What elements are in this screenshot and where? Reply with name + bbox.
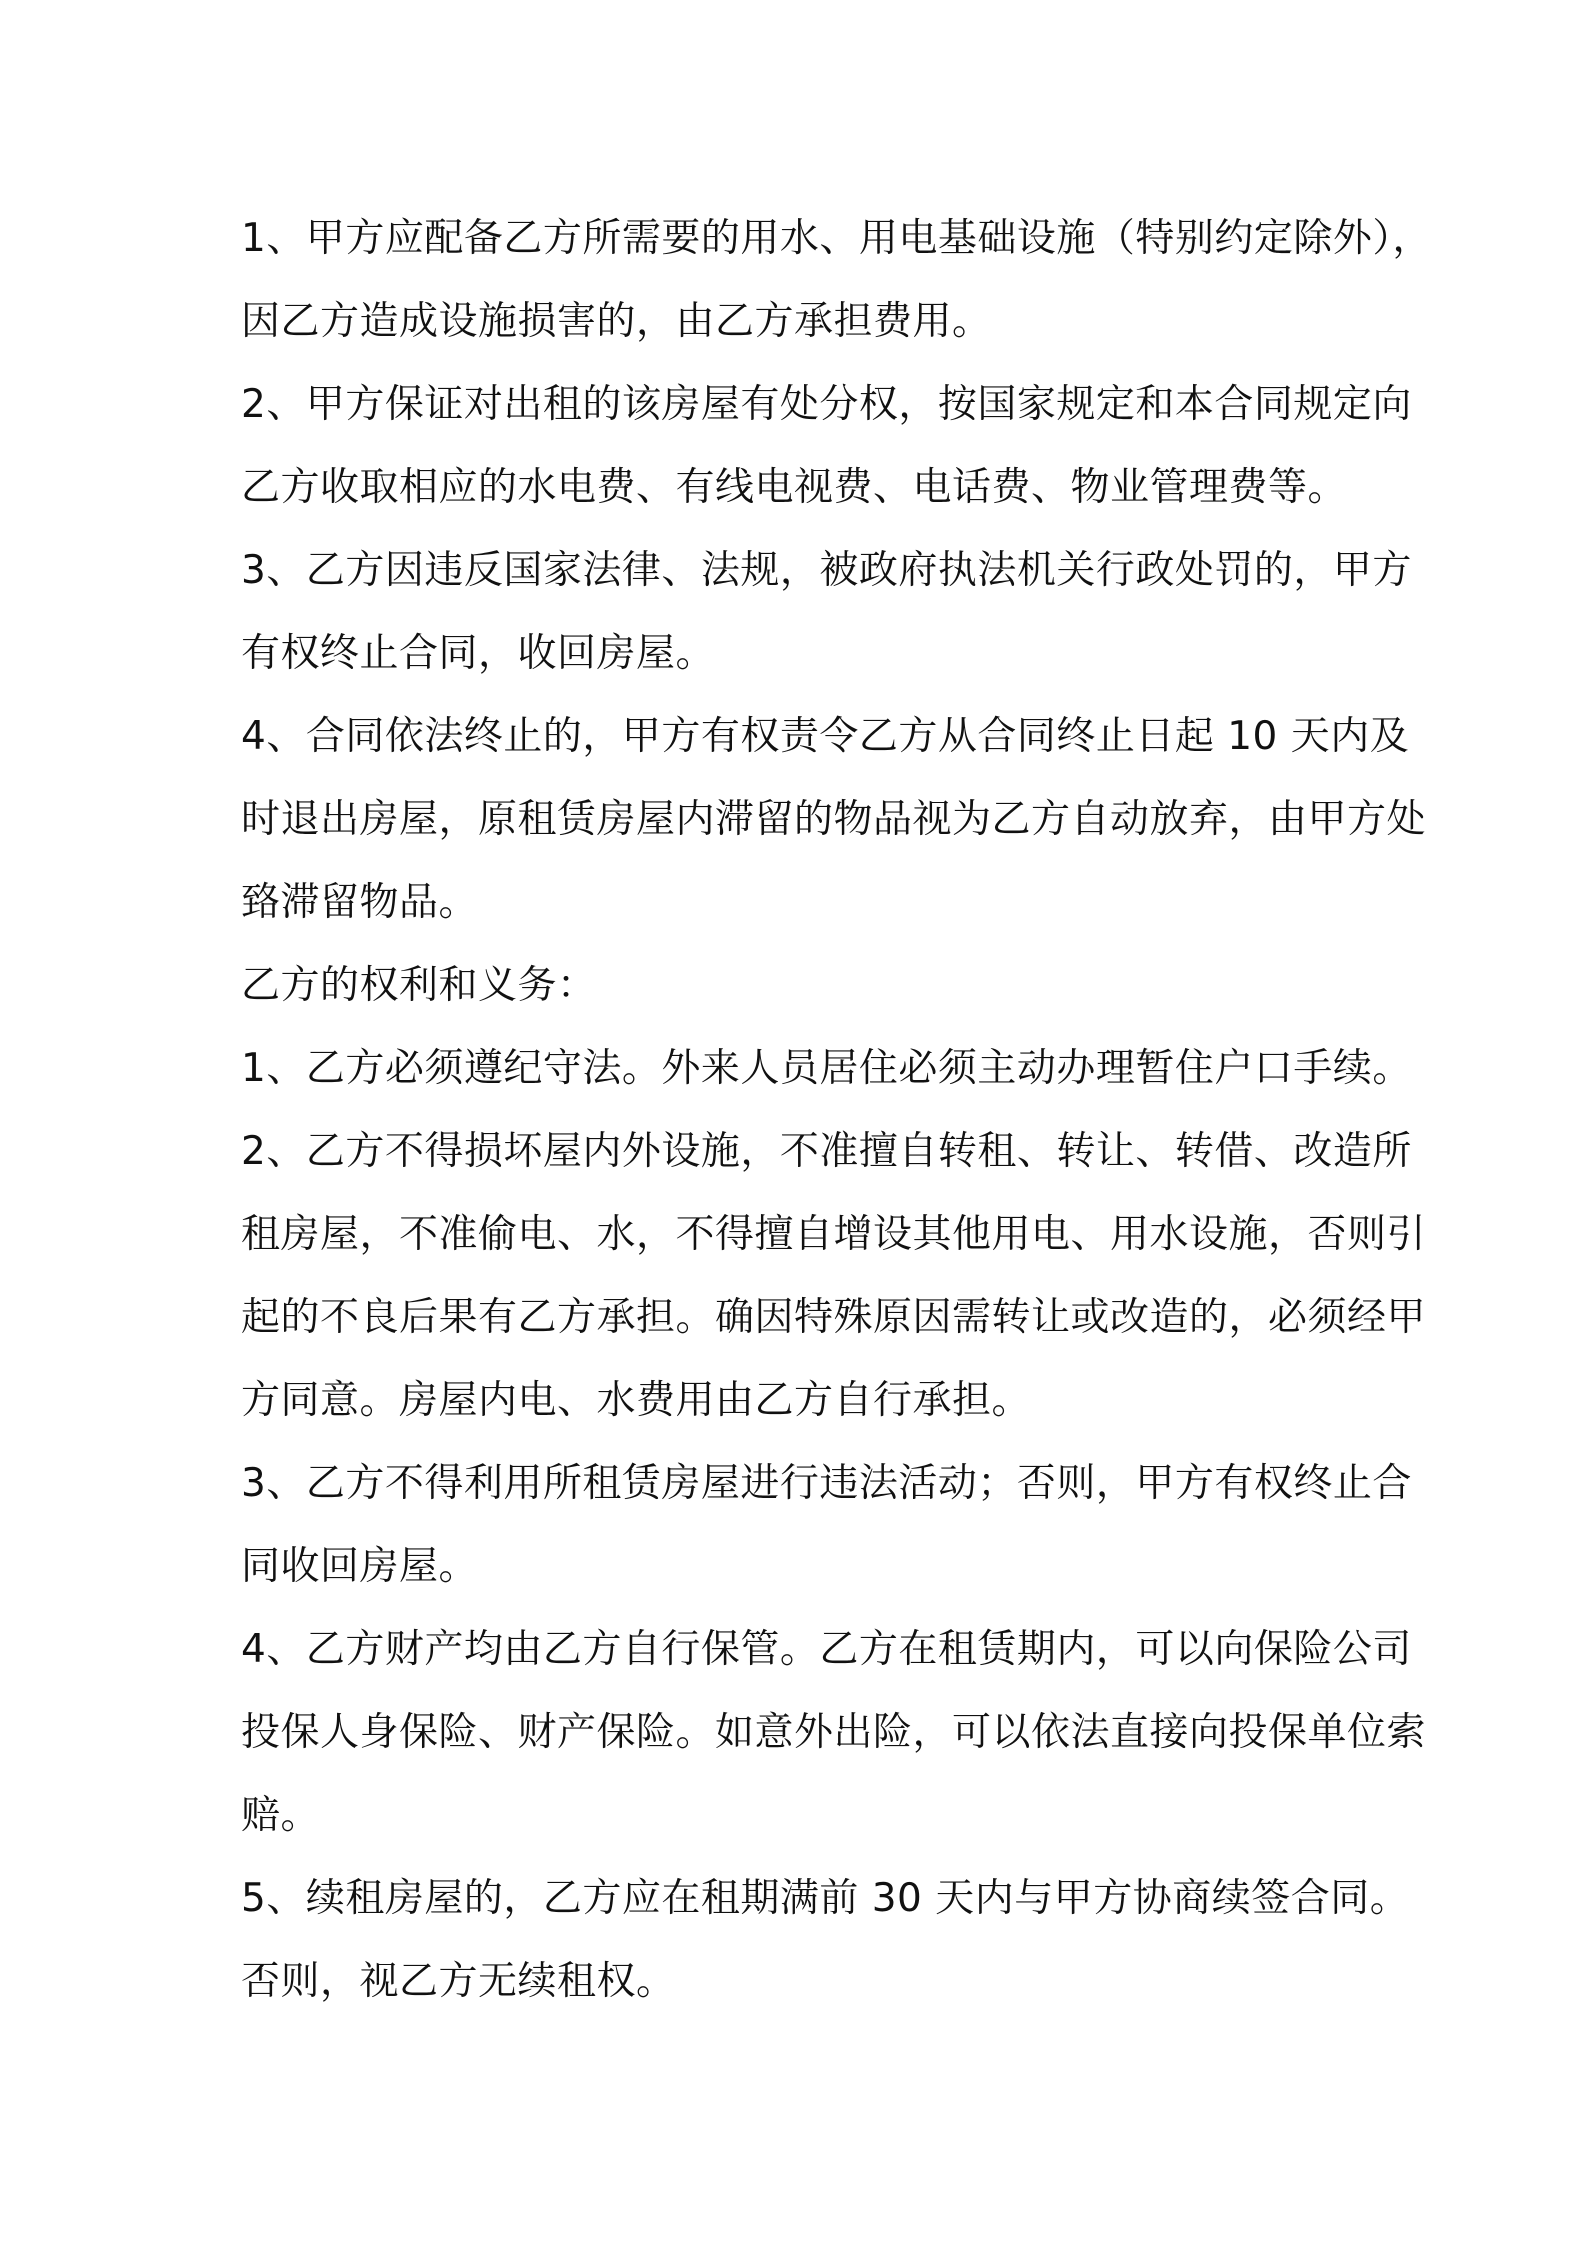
text-line: 2、乙方不得损坏屋内外设施，不准擅自转租、转让、转借、改造所 [241,1129,1412,1174]
text-line: 3、乙方因违反国家法律、法规，被政府执法机关行政处罚的，甲方 [241,548,1412,593]
text-line: 赔。 [241,1793,321,1838]
text-line: 否则，视乙方无续租权。 [241,1959,676,2004]
document-body [241,197,1432,2023]
text-line: 1、甲方应配备乙方所需要的用水、用电基础设施（特别约定除外）， [241,216,1432,261]
text-line: 投保人身保险、财产保险。如意外出险，可以依法直接向投保单位索 [241,1710,1427,1755]
text-line: 时退出房屋，原租赁房屋内滞留的物品视为乙方自动放弃，由甲方处 [241,797,1427,842]
text-line: 同收回房屋。 [241,1544,479,1589]
text-line: 乙方收取相应的水电费、有线电视费、电话费、物业管理费等。 [241,465,1348,510]
clause-paragraph [241,363,1412,529]
clause-paragraph [241,1857,1410,2023]
clause-paragraph [241,529,1412,695]
text-line: 方同意。房屋内电、水费用由乙方自行承担。 [241,1378,1032,1423]
text-line: 4、乙方财产均由乙方自行保管。乙方在租赁期内，可以向保险公司 [241,1627,1412,1672]
clause-paragraph [241,1110,1427,1442]
text-line: 5、续租房屋的，乙方应在租期满前 30 天内与甲方协商续签合同。 [241,1876,1410,1921]
clause-paragraph [241,695,1427,944]
text-line: 3、乙方不得利用所租赁房屋进行违法活动；否则，甲方有权终止合 [241,1461,1412,1506]
section-heading [241,944,1361,1027]
text-line: 有权终止合同，收回房屋。 [241,631,716,676]
clause-paragraph [241,1027,1412,1110]
text-line: 4、合同依法终止的，甲方有权责令乙方从合同终止日起 10 天内及 [241,714,1410,759]
clause-paragraph [241,1442,1412,1608]
text-line: 2、甲方保证对出租的该房屋有处分权，按国家规定和本合同规定向 [241,382,1412,427]
text-line: 因乙方造成设施损害的，由乙方承担费用。 [241,299,992,344]
text-line: 臵滞留物品。 [241,880,479,925]
clause-paragraph [241,197,1432,363]
text-line: 起的不良后果有乙方承担。确因特殊原因需转让或改造的，必须经甲 [241,1295,1427,1340]
text-line: 租房屋，不准偷电、水，不得擅自增设其他用电、用水设施，否则引 [241,1212,1427,1257]
text-line: 乙方的权利和义务： [241,963,597,1008]
text-line: 1、乙方必须遵纪守法。外来人员居住必须主动办理暂住户口手续。 [241,1046,1412,1091]
clause-paragraph [241,1608,1427,1857]
